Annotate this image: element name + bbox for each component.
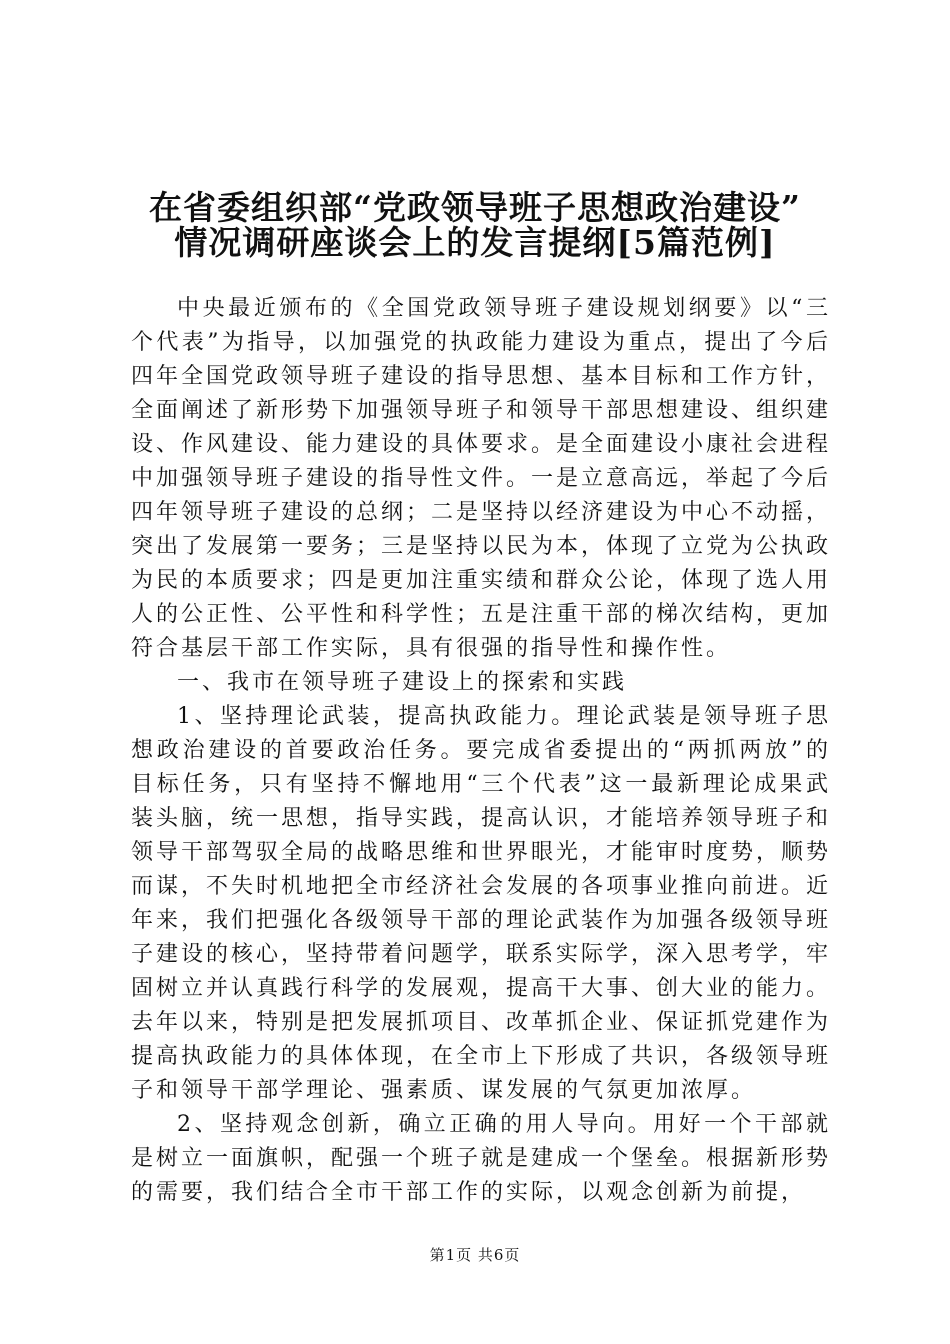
document-title-line-2: 情况调研座谈会上的发言提纲[5篇范例]	[174, 223, 776, 262]
document-body	[131, 292, 831, 1210]
paragraph-item-1: 1、坚持理论武装，提高执政能力。理论武装是领导班子思想政治建设的首要政治任务。要完成省委提出的“两抓两放”的目标任务，只有坚持不懈地用“三个代表”这一最新理论成果武装头脑，统一思想，指导实践，提高认识，才能培养领导班子和领导干部驾驭全局的战略思维和世界眼光，才能审时度势，顺势而谋，不失时机地把全市经济社会发展的各项事业推向前进。近年来，我们把强化各级领导干部的理论武装作为加强各级领导班子建设的核心，坚持带着问题学，联系实际学，深入思考学，牢固树立并认真践行科学的发展观，提高干大事、创大业的能力。去年以来，特别是把发展抓项目、改革抓企业、保证抓党建作为提高执政能力的具体体现，在全市上下形成了共识，各级领导班子和领导干部学理论、强素质、谋发展的气氛更加浓厚。	[131, 704, 832, 1103]
section-heading: 一、我市在领导班子建设上的探索和实践	[177, 670, 628, 695]
document-title-line-1: 在省委组织部“党政领导班子思想政治建设”	[149, 188, 801, 227]
paragraph-item-2: 2、坚持观念创新，确立正确的用人导向。用好一个干部就是树立一面旗帜，配强一个班子就是建成一个堡垒。根据新形势的需要，我们结合全市干部工作的实际，以观念创新为前提，	[131, 1112, 832, 1205]
paragraph-intro: 中央最近颁布的《全国党政领导班子建设规划纲要》以“三个代表”为指导，以加强党的执政能力建设为重点，提出了今后四年全国党政领导班子建设的指导思想、基本目标和工作方针，全面阐述了新形势下加强领导班子和领导干部思想建设、组织建设、作风建设、能力建设的具体要求。是全面建设小康社会进程中加强领导班子建设的指导性文件。一是立意高远，举起了今后四年领导班子建设的总纲；二是坚持以经济建设为中心不动摇，突出了发展第一要务；三是坚持以民为本，体现了立党为公执政为民的本质要求；四是更加注重实绩和群众公论，体现了选人用人的公正性、公平性和科学性；五是注重干部的梯次结构，更加符合基层干部工作实际，具有很强的指导性和操作性。	[131, 296, 832, 661]
page-number-footer: 第1页 共6页	[429, 1246, 521, 1264]
